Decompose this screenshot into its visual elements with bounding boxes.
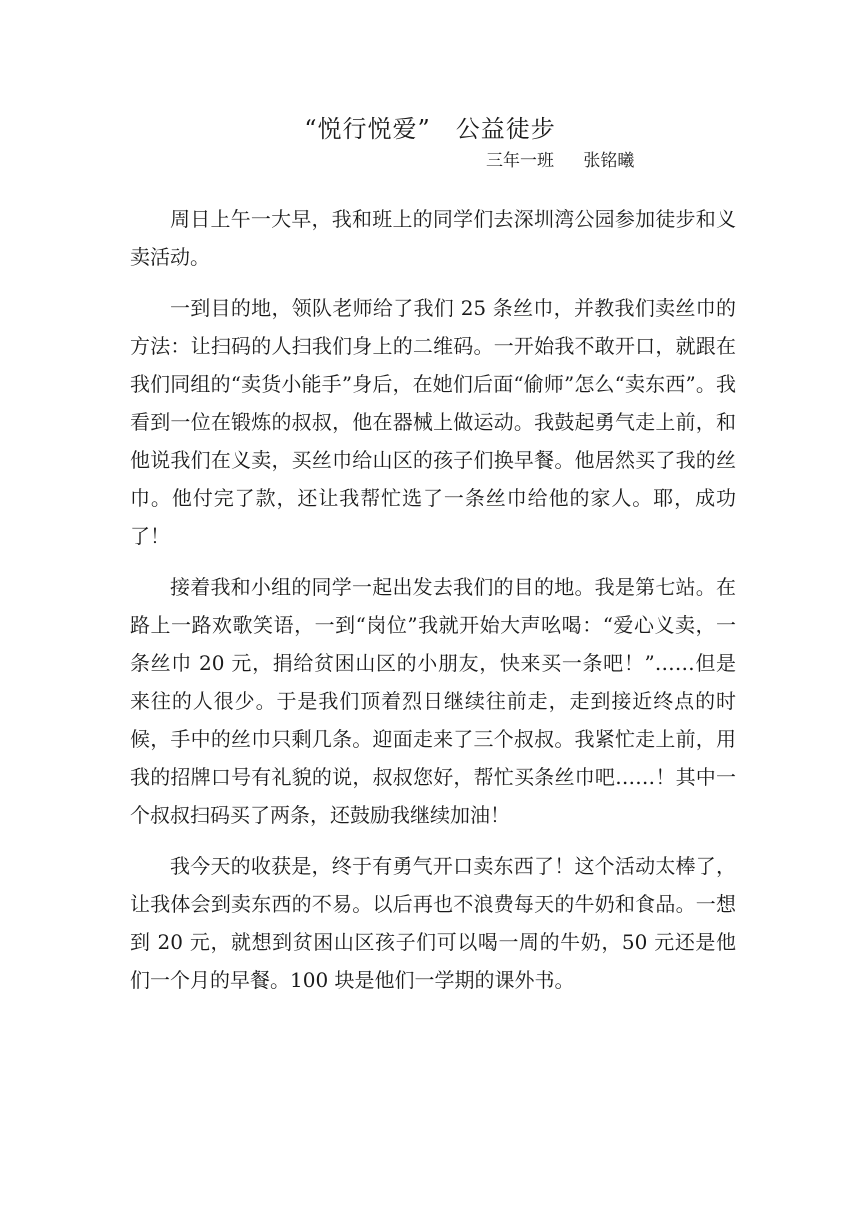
paragraph-3: 接着我和小组的同学一起出发去我们的目的地。我是第七站。在路上一路欢歌笑语，一到“岗位”我就开始大声吆喝：“爱心义卖，一条丝巾 20 元，捐给贫困山区的小朋友，快来买一条吧！”……但是来往的人很少。于是我们顶着烈日继续往前走，走到接近终点的时候，手中的丝巾只剩几条。迎面走来了三个叔叔。我紧忙走上前，用我的招牌口号有礼貌的说，叔叔您好，帮忙买条丝巾吧……！其中一个叔叔扫码买了两条，还鼓励我继续加油！ (130, 575, 736, 827)
paragraph-4: 我今天的收获是，终于有勇气开口卖东西了！这个活动太棒了，让我体会到卖东西的不易。以后再也不浪费每天的牛奶和食品。一想到 20 元，就想到贫困山区孩子们可以喝一周的牛奶，50 元还是他们一个月的早餐。100 块是他们一学期的课外书。 (130, 854, 736, 992)
byline (486, 149, 634, 173)
essay-title: “悦行悦爱” 公益徒步 (304, 115, 556, 143)
paragraph-1: 周日上午一大早，我和班上的同学们去深圳湾公园参加徒步和义卖活动。 (130, 207, 736, 269)
essay-body (130, 200, 736, 1012)
class-name: 三年一班 (486, 151, 554, 171)
author-name: 张铭曦 (583, 151, 635, 171)
paragraph-2: 一到目的地，领队老师给了我们 25 条丝巾，并教我们卖丝巾的方法：让扫码的人扫我们身上的二维码。一开始我不敢开口，就跟在我们同组的“卖货小能手”身后，在她们后面“偷师”怎么“卖东西”。我看到一位在锻炼的叔叔，他在器械上做运动。我鼓起勇气走上前，和他说我们在义卖，买丝巾给山区的孩子们换早餐。他居然买了我的丝巾。他付完了款，还让我帮忙选了一条丝巾给他的家人。耶，成功了！ (130, 296, 736, 548)
